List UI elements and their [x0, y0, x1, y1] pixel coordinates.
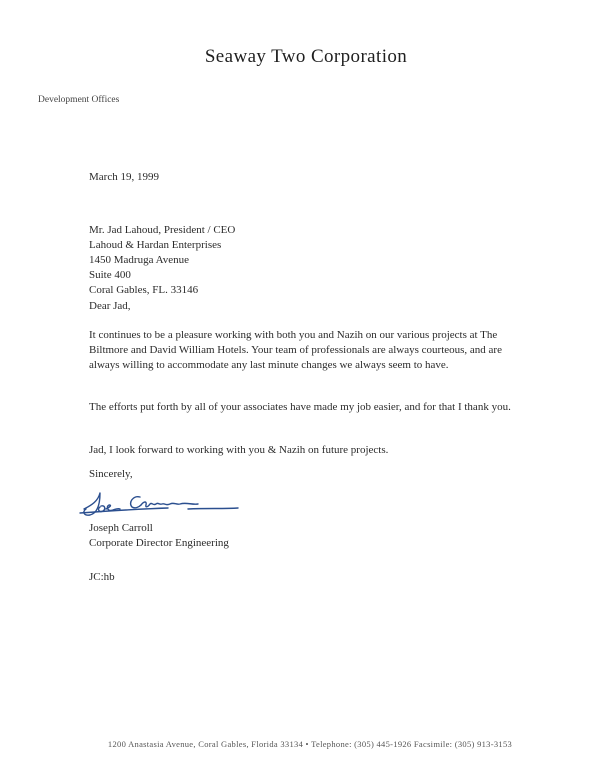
- signer-name: Joseph Carroll: [89, 522, 153, 534]
- signer-block: [89, 521, 229, 551]
- recipient-line: 1450 Madruga Avenue: [89, 254, 189, 266]
- recipient-line: Lahoud & Hardan Enterprises: [89, 239, 222, 251]
- recipient-line: Suite 400: [89, 269, 131, 281]
- salutation: Dear Jad,: [89, 300, 131, 312]
- recipient-line: Mr. Jad Lahoud, President / CEO: [89, 224, 236, 236]
- company-name: Seaway Two Corporation: [204, 46, 408, 67]
- reference-initials: JC:hb: [89, 571, 115, 583]
- closing: Sincerely,: [89, 468, 133, 480]
- signer-title: Corporate Director Engineering: [89, 537, 229, 549]
- division-label: Development Offices: [38, 95, 120, 105]
- body-paragraph: Jad, I look forward to working with you & Nazih on future projects.: [89, 444, 389, 456]
- body-paragraph: The efforts put forth by all of your associates have made my job easier, and for that I thank you.: [89, 401, 511, 413]
- footer-address: 1200 Anastasia Avenue, Coral Gables, Florida 33134 • Telephone: (305) 445-1926 Facsimile: (305) 913-3153: [107, 739, 513, 749]
- body-paragraph: It continues to be a pleasure working with both you and Nazih on our various projects at The Biltmore and David William Hotels. Your team of professionals are always courteous, and are always willing to accommodate any last minute changes we always seem to have.: [89, 329, 502, 371]
- letter-date: March 19, 1999: [89, 171, 159, 183]
- recipient-address: [89, 223, 235, 298]
- recipient-line: Coral Gables, FL. 33146: [89, 284, 199, 296]
- handwritten-signature: [78, 487, 243, 521]
